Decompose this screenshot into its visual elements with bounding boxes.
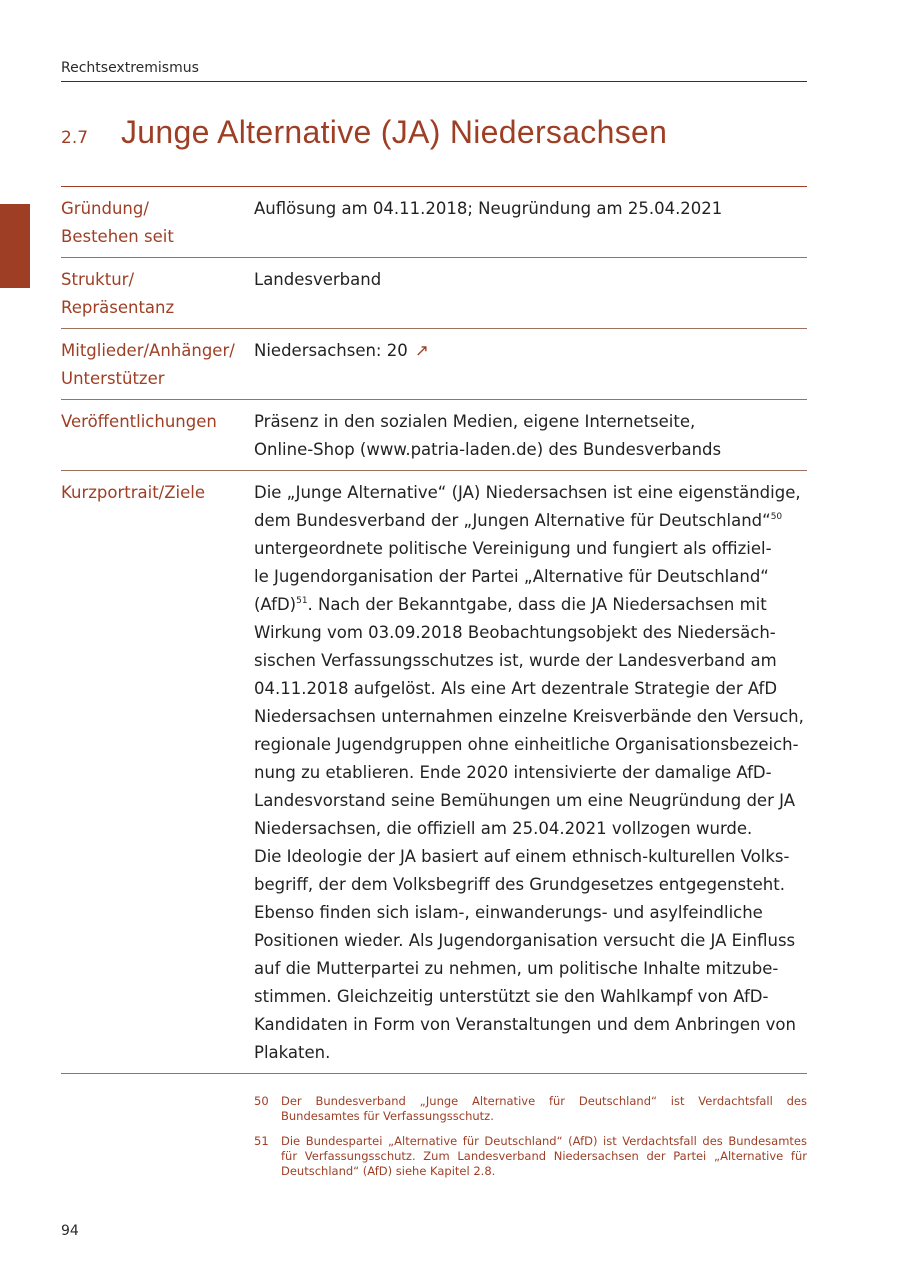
- text-line: auf die Mutterpartei zu nehmen, um politische Inhalte mitzube-: [254, 959, 779, 978]
- section-heading: [61, 114, 821, 151]
- text-line: Ebenso finden sich islam-, einwanderungs- und asylfeindliche: [254, 903, 763, 922]
- label-line: Bestehen seit: [61, 227, 174, 246]
- label-line: Repräsentanz: [61, 298, 175, 317]
- text-line: Niedersachsen, die offiziell am 25.04.2021 vollzogen wurde.: [254, 819, 753, 838]
- label-veroeffentlichungen: Veröffentlichungen: [61, 412, 217, 431]
- member-count: Niedersachsen: 20: [254, 341, 408, 360]
- value-line: Online-Shop (www.patria-laden.de) des Bundesverbands: [254, 440, 722, 459]
- text-line: 04.11.2018 aufgelöst. Als eine Art dezentrale Strategie der AfD: [254, 679, 778, 698]
- text-line: begriff, der dem Volksbegriff des Grundgesetzes entgegensteht.: [254, 875, 785, 894]
- text-line: Positionen wieder. Als Jugendorganisation versucht die JA Einfluss: [254, 931, 796, 950]
- footnote-50: [254, 1094, 807, 1124]
- label-gruendung: [61, 195, 254, 251]
- text-line: Wirkung vom 03.09.2018 Beobachtungsobjekt des Niedersäch-: [254, 623, 776, 642]
- value-kurzportrait: [254, 479, 807, 1067]
- footnote-number: 50: [254, 1094, 269, 1108]
- text-line: [254, 507, 807, 535]
- footnote-text: Die Bundespartei „Alternative für Deutschland“ (AfD) ist Verdachtsfall des Bundesamtes für Verfassungsschutz. Zum Landesverband Niedersachsen der Partei „Alternative für Deutschland“ (AfD) siehe Kapitel 2.8.: [281, 1134, 807, 1178]
- value-line: Präsenz in den sozialen Medien, eigene Internetseite,: [254, 412, 696, 431]
- label-line: Struktur/: [61, 270, 135, 289]
- row-gruendung: [61, 187, 807, 258]
- text-line: stimmen. Gleichzeitig unterstützt sie den Wahlkampf von AfD-: [254, 987, 769, 1006]
- running-head: Rechtsextremismus: [61, 60, 199, 76]
- row-struktur: [61, 258, 807, 329]
- chapter-side-tab: [0, 204, 30, 288]
- trend-up-icon: ↗: [414, 341, 429, 360]
- text-line: [254, 591, 807, 619]
- label-struktur: [61, 266, 254, 322]
- text-span: dem Bundesverband der „Jungen Alternative für Deutschland“: [254, 511, 771, 530]
- row-mitglieder: [61, 329, 807, 400]
- text-line: Niedersachsen unternahmen einzelne Kreisverbände den Versuch,: [254, 707, 804, 726]
- label-line: Unterstützer: [61, 369, 165, 388]
- value-gruendung: Auflösung am 04.11.2018; Neugründung am 25.04.2021: [254, 199, 723, 218]
- value-mitglieder: [254, 337, 807, 393]
- row-veroeffentlichungen: [61, 400, 807, 471]
- label-kurzportrait: Kurzportrait/Ziele: [61, 483, 206, 502]
- label-line: Mitglieder/Anhänger/: [61, 341, 235, 360]
- text-span: . Nach der Bekanntgabe, dass die JA Niedersachsen mit: [307, 595, 767, 614]
- text-line: Die Ideologie der JA basiert auf einem ethnisch-kulturellen Volks-: [254, 847, 790, 866]
- section-title: Junge Alternative (JA) Niedersachsen: [121, 114, 668, 150]
- footnote-number: 51: [254, 1134, 269, 1148]
- section-number: 2.7: [61, 128, 89, 148]
- footnotes: [254, 1094, 807, 1189]
- text-line: untergeordnete politische Vereinigung und fungiert als offiziel-: [254, 539, 772, 558]
- text-line: regionale Jugendgruppen ohne einheitliche Organisationsbezeich-: [254, 735, 799, 754]
- value-struktur: Landesverband: [254, 270, 382, 289]
- row-kurzportrait: [61, 471, 807, 1074]
- text-line: sischen Verfassungsschutzes ist, wurde der Landesverband am: [254, 651, 777, 670]
- text-line: Plakaten.: [254, 1043, 331, 1062]
- text-line: Landesvorstand seine Bemühungen um eine Neugründung der JA: [254, 791, 795, 810]
- profile-table: [61, 186, 807, 1074]
- text-line: Kandidaten in Form von Veranstaltungen und dem Anbringen von: [254, 1015, 796, 1034]
- page-number: 94: [61, 1223, 79, 1239]
- text-span: (AfD): [254, 595, 297, 614]
- text-line: le Jugendorganisation der Partei „Alternative für Deutschland“: [254, 567, 769, 586]
- label-mitglieder: [61, 337, 254, 393]
- footnote-ref-51[interactable]: 51: [296, 596, 308, 606]
- footnote-51: [254, 1134, 807, 1179]
- text-line: nung zu etablieren. Ende 2020 intensivierte der damalige AfD-: [254, 763, 772, 782]
- header-rule: [61, 81, 807, 82]
- label-line: Gründung/: [61, 199, 149, 218]
- footnote-ref-50[interactable]: 50: [770, 512, 783, 522]
- text-line: Die „Junge Alternative“ (JA) Niedersachsen ist eine eigenständige,: [254, 483, 801, 502]
- footnote-text: Der Bundesverband „Junge Alternative für Deutschland“ ist Verdachtsfall des Bundesamtes für Verfassungsschutz.: [281, 1094, 807, 1123]
- value-veroeffentlichungen: [254, 408, 807, 464]
